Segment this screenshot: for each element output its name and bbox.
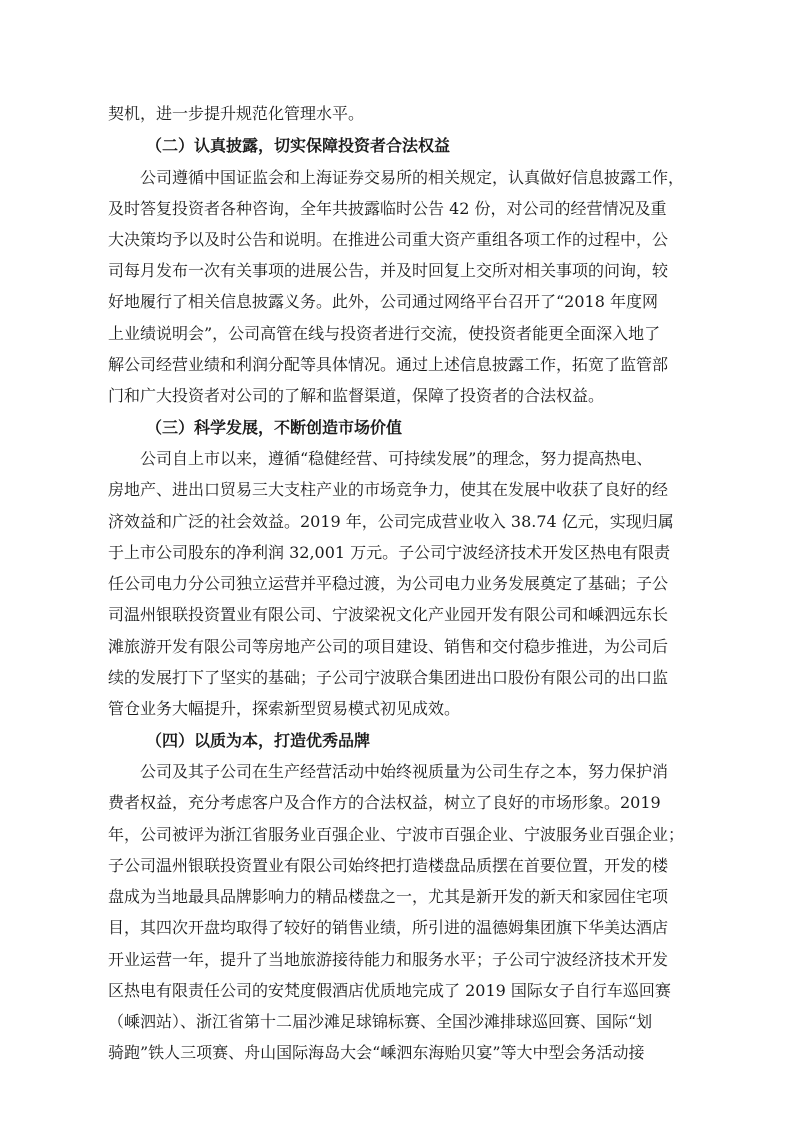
text-line: 房地产、进出口贸易三大支柱产业的市场竞争力，使其在发展中收获了良好的经: [108, 480, 669, 499]
text-line: （嵊泗站）、浙江省第十二届沙滩足球锦标赛、全国沙滩排球巡回赛、国际“划: [108, 1012, 653, 1031]
text-line: 盘成为当地最具品牌影响力的精品楼盘之一，尤其是新开发的新天和家园住宅项: [108, 887, 669, 906]
text-line: 管仓业务大幅提升，探索新型贸易模式初见成效。: [108, 699, 461, 718]
text-line: 及时答复投资者各种咨询，全年共披露临时公告 42 份，对公司的经营情况及重: [108, 199, 667, 218]
text-line: 年，公司被评为浙江省服务业百强企业、宁波市百强企业、宁波服务业百强企业；: [108, 825, 685, 844]
text-line: 公司及其子公司在生产经营活动中始终视质量为公司生存之本，努力保护消: [140, 762, 669, 781]
section-heading: （二）认真披露，切实保障投资者合法权益: [146, 136, 451, 155]
text-line: 济效益和广泛的社会效益。2019 年，公司完成营业收入 38.74 亿元，实现归属: [108, 512, 674, 531]
text-line: 目，其四次开盘均取得了较好的销售业绩，所引进的温德姆集团旗下华美达酒店: [108, 918, 669, 937]
text-line: 骑跑”铁人三项赛、舟山国际海岛大会“嵊泗东海贻贝宴”等大中型会务活动接: [108, 1043, 645, 1062]
text-line: 任公司电力分公司独立运营并平稳过渡，为公司电力业务发展奠定了基础；子公: [108, 574, 669, 593]
text-line: 上业绩说明会”，公司高管在线与投资者进行交流，使投资者能更全面深入地了: [108, 324, 661, 343]
text-line: 契机，进一步提升规范化管理水平。: [108, 104, 365, 123]
section-heading: （四）以质为本，打造优秀品牌: [146, 731, 371, 750]
text-line: 门和广大投资者对公司的了解和监督渠道，保障了投资者的合法权益。: [108, 386, 605, 405]
text-line: 好地履行了相关信息披露义务。此外，公司通过网络平台召开了“2018 年度网: [108, 292, 658, 311]
text-line: 解公司经营业绩和利润分配等具体情况。通过上述信息披露工作，拓宽了监管部: [108, 355, 669, 374]
text-line: 司每月发布一次有关事项的进展公告，并及时回复上交所对相关事项的问询，较: [108, 261, 669, 280]
text-line: 滩旅游开发有限公司等房地产公司的项目建设、销售和交付稳步推进，为公司后: [108, 637, 669, 656]
text-line: 公司遵循中国证监会和上海证券交易所的相关规定，认真做好信息披露工作，: [140, 168, 685, 187]
text-line: 费者权益，充分考虑客户及合作方的合法权益，树立了良好的市场形象。2019: [108, 793, 661, 812]
text-line: 开业运营一年，提升了当地旅游接待能力和服务水平；子公司宁波经济技术开发: [108, 950, 669, 969]
text-line: 公司自上市以来，遵循“稳健经营、可持续发展”的理念，努力提高热电、: [140, 449, 653, 468]
text-line: 续的发展打下了坚实的基础；子公司宁波联合集团进出口股份有限公司的出口监: [108, 668, 669, 687]
text-line: 大决策均予以及时公告和说明。在推进公司重大资产重组各项工作的过程中，公: [108, 230, 669, 249]
text-line: 子公司温州银联投资置业有限公司始终把打造楼盘品质摆在首要位置，开发的楼: [108, 856, 669, 875]
text-line: 于上市公司股东的净利润 32,001 万元。子公司宁波经济技术开发区热电有限责: [108, 543, 671, 562]
text-line: 司温州银联投资置业有限公司、宁波梁祝文化产业园开发有限公司和嵊泗远东长: [108, 605, 669, 624]
section-heading: （三）科学发展，不断创造市场价值: [146, 418, 403, 437]
text-line: 区热电有限责任公司的安梵度假酒店优质地完成了 2019 国际女子自行车巡回赛: [108, 981, 671, 1000]
